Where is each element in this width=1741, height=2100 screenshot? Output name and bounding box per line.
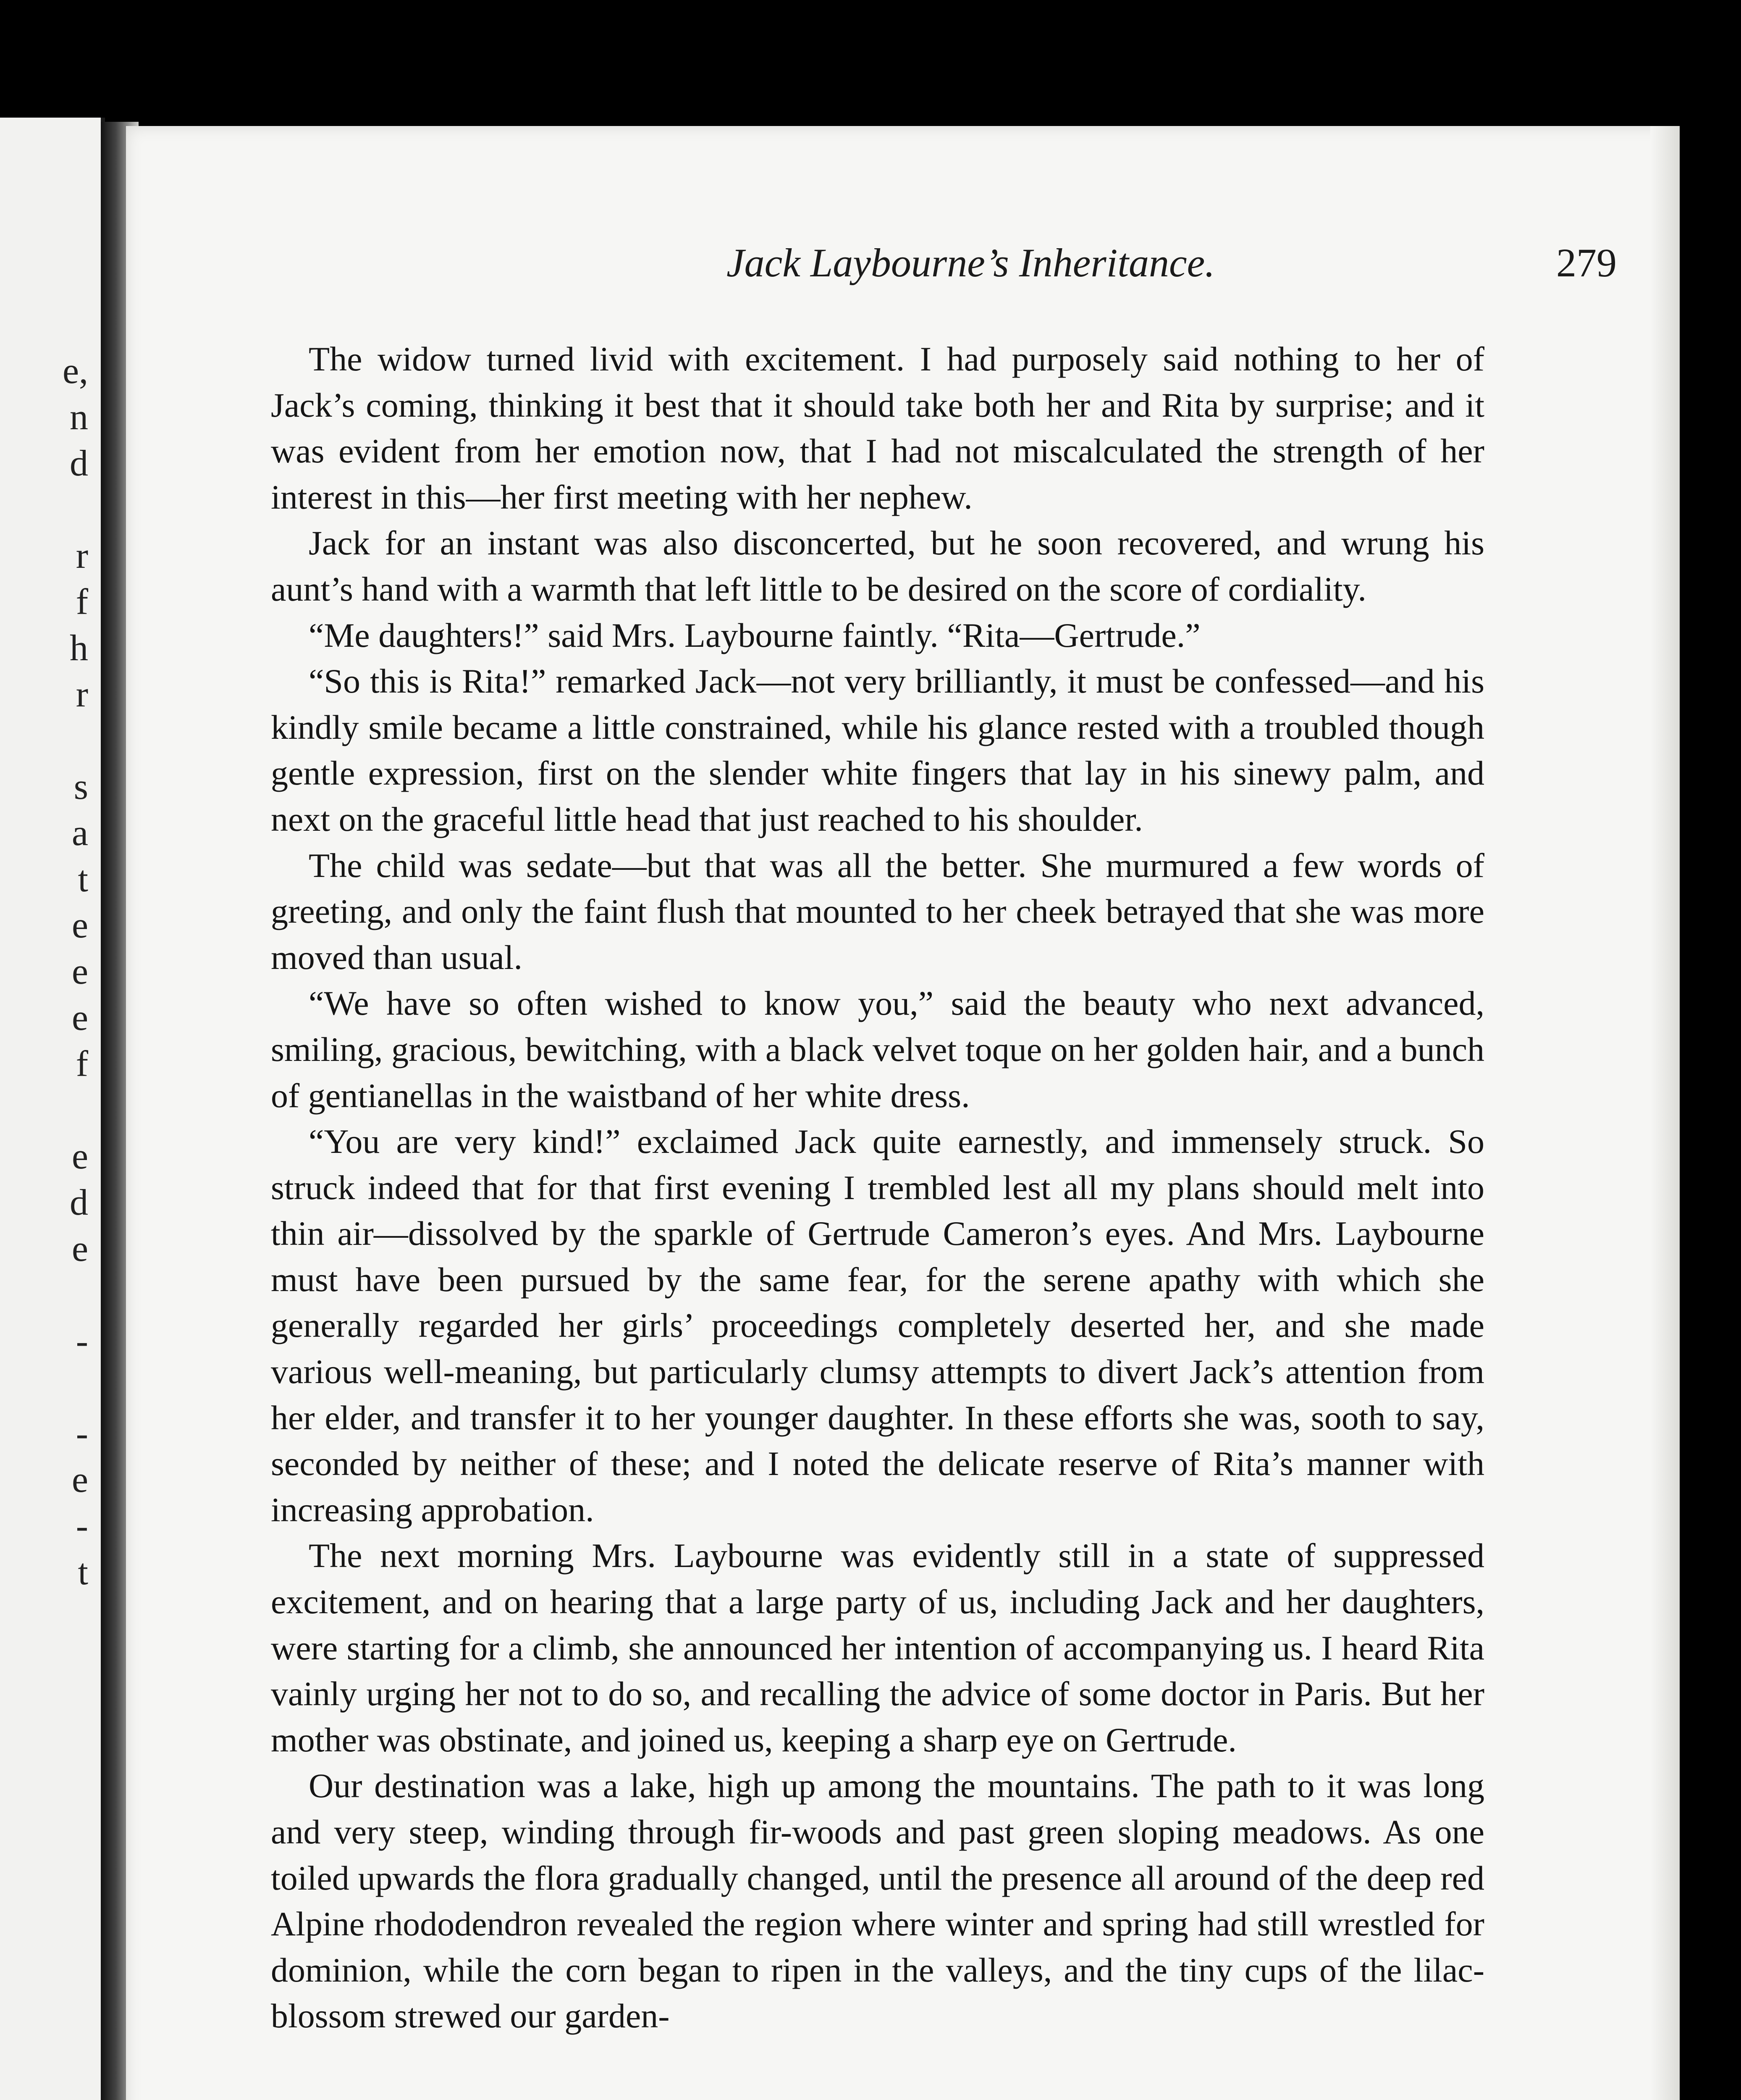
facing-page-fragment: s <box>73 766 88 807</box>
facing-page-fragment: - <box>76 1321 88 1362</box>
page-header <box>588 239 1617 290</box>
book-page <box>126 126 1680 2100</box>
facing-page-fragment: e, <box>62 351 88 391</box>
running-title: Jack Laybourne’s Inheritance. <box>726 240 1215 285</box>
facing-page-fragment: t <box>78 1552 88 1593</box>
facing-page-edge <box>0 118 105 2100</box>
facing-page-fragment: e <box>71 1460 88 1500</box>
facing-page-fragment: d <box>70 443 88 484</box>
facing-page-fragment: r <box>76 536 88 576</box>
paragraph: Our destination was a lake, high up among the mountains. The path to it was long and very steep, winding through fir-woods and past green sloping meadows. As one toiled upwards the flora gradually changed, until the presence all around of the deep red Alpine rhododendron revealed the region where winter and spring had still wrestled for dominion, while the corn began to ripen in the valleys, and the tiny cups of the lilac-blossom strewed our garden- <box>271 1767 1484 2035</box>
paragraph: The child was sedate—but that was all the better. She murmured a few words of greeting, and only the faint flush that mounted to her cheek betrayed that she was more moved than usual. <box>271 846 1484 976</box>
facing-page-fragment: e <box>71 1228 88 1269</box>
facing-page-fragment: - <box>76 1506 88 1546</box>
facing-page-fragment: e <box>71 998 88 1038</box>
paragraph: “Me daughters!” said Mrs. Laybourne faintly. “Rita—Gertrude.” <box>309 616 1201 654</box>
paragraph: The widow turned livid with excitement. I had purposely said nothing to her of Jack’s coming, thinking it best that it should take both her and Rita by surprise; and it was evident from her emotion now, that I had not miscalculated the strength of her interest in this—her first meeting with her nephew. <box>271 340 1484 516</box>
facing-page-fragment: t <box>78 859 88 900</box>
facing-page-fragment: d <box>70 1182 88 1223</box>
facing-page-fragment: n <box>70 397 88 438</box>
facing-page-fragment: e <box>71 905 88 946</box>
body-text <box>271 336 1484 2039</box>
page-number: 279 <box>1556 240 1617 285</box>
facing-page-fragment: e <box>71 951 88 992</box>
paragraph: “We have so often wished to know you,” said the beauty who next advanced, smiling, gracious, bewitching, with a black velvet toque on her golden hair, and a bunch of gentianellas in the waistband of her white dress. <box>271 984 1484 1115</box>
paragraph: The next morning Mrs. Laybourne was evidently still in a state of suppressed excitement, and on hearing that a large party of us, including Jack and her daughters, were starting for a climb, she announced her intention of accompanying us. I heard Rita vainly urging her not to do so, and recalling the advice of some doctor in Paris. But her mother was obstinate, and joined us, keeping a sharp eye on Gertrude. <box>271 1536 1484 1759</box>
facing-page-fragment: h <box>70 628 88 669</box>
paragraph: “You are very kind!” exclaimed Jack quite earnestly, and immensely struck. So struck indeed that for that first evening I trembled lest all my plans should melt into thin air—dissolved by the sparkle of Gertrude Cameron’s eyes. And Mrs. Laybourne must have been pursued by the same fear, for the serene apathy with which she generally regarded her girls’ proceedings completely deserted her, and she made various well-meaning, but particularly clumsy attempts to divert Jack’s attention from her elder, and transfer it to her younger daughter. In these efforts she was, sooth to say, seconded by neither of these; and I noted the delicate reserve of Rita’s manner with increasing approbation. <box>271 1122 1484 1529</box>
facing-page-fragment: r <box>76 674 88 715</box>
facing-page-fragment: a <box>71 813 88 853</box>
facing-page-fragment: f <box>76 582 88 622</box>
facing-page-fragment: f <box>76 1044 88 1084</box>
facing-page-fragment: - <box>76 1413 88 1454</box>
facing-page-fragment: e <box>71 1136 88 1177</box>
paragraph: Jack for an instant was also disconcerted, but he soon recovered, and wrung his aunt’s hand with a warmth that left little to be desired on the score of cordiality. <box>271 524 1484 608</box>
paragraph: “So this is Rita!” remarked Jack—not very brilliantly, it must be confessed—and his kindly smile became a little constrained, while his glance rested with a troubled though gentle expression, first on the slender white fingers that lay in his sinewy palm, and next on the graceful little head that just reached to his shoulder. <box>271 662 1484 838</box>
